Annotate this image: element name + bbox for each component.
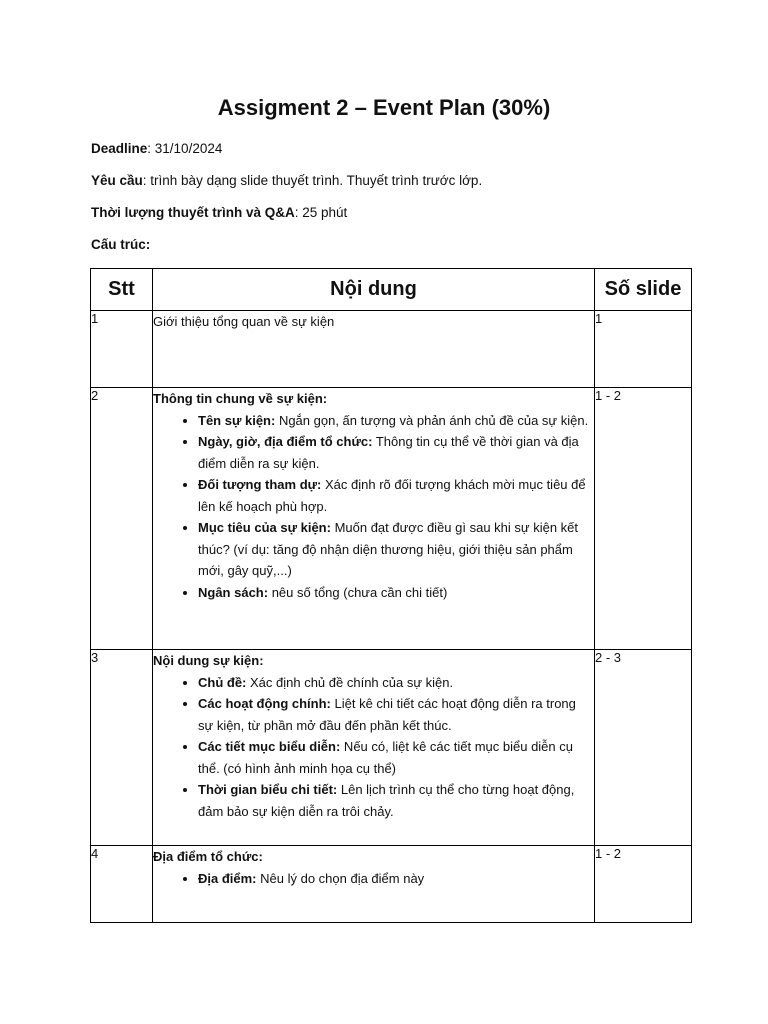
row-slide-count: 1 - 2 (595, 846, 692, 923)
item-text: Nếu có, liệt kê các tiết mục biểu diễn cụ thể. (có hình ảnh minh họa cụ thể) (198, 739, 573, 776)
item-label: Các tiết mục biểu diễn: (198, 739, 341, 754)
list-item (198, 779, 594, 822)
item-label: Chủ đề: (198, 674, 247, 690)
deadline-label: Deadline (91, 141, 148, 156)
item-label: Ngày, giờ, địa điểm tổ chức: (198, 434, 373, 449)
row-content (153, 388, 595, 650)
item-text: Muốn đạt được điều gì sau khi sự kiện kết thúc? (ví dụ: tăng độ nhận diện thương hiệu, giới thiệu sản phẩm mới, gây quỹ,...) (198, 520, 579, 578)
row-slide-count: 1 (595, 311, 692, 388)
list-item (198, 474, 594, 517)
item-text: Ngắn gọn, ấn tượng và phản ánh chủ đề của sự kiện. (275, 412, 589, 428)
row-content (153, 311, 595, 388)
structure-label: Cấu trúc: (91, 237, 151, 252)
list-item (198, 517, 594, 582)
item-text: Thông tin cụ thể về thời gian và địa điểm diễn ra sự kiện. (198, 434, 579, 471)
item-label: Thời gian biểu chi tiết: (198, 782, 338, 797)
table-row (91, 846, 692, 923)
item-label: Địa điểm: (198, 870, 257, 886)
list-item (198, 431, 594, 474)
deadline-line (91, 141, 222, 156)
row-number: 1 (91, 311, 153, 388)
item-text: Lên lịch trình cụ thể cho từng hoạt động, đảm bảo sự kiện diễn ra trôi chảy. (198, 782, 575, 819)
list-item (198, 672, 594, 694)
list-item (198, 736, 594, 779)
structure-table (90, 268, 692, 923)
row-number: 2 (91, 388, 153, 650)
item-text: Xác định rõ đối tượng khách mời mục tiêu để lên kế hoạch phù hợp. (198, 477, 586, 514)
row-slide-count: 2 - 3 (595, 650, 692, 846)
item-label: Mục tiêu của sự kiện: (198, 520, 331, 535)
list-item (198, 868, 594, 890)
row-section-title: Nội dung sự kiện: (153, 653, 264, 668)
duration-label: Thời lượng thuyết trình và Q&A (91, 205, 295, 220)
table-header-row (91, 269, 692, 311)
row-section-title: Thông tin chung về sự kiện: (153, 391, 328, 406)
table-row (91, 311, 692, 388)
document-title: Assigment 2 – Event Plan (30%) (217, 95, 551, 120)
item-label: Ngân sách: (198, 584, 269, 600)
item-label: Tên sự kiện: (198, 412, 276, 428)
list-item (198, 582, 594, 604)
item-text: nêu số tổng (chưa cần chi tiết) (268, 584, 448, 600)
header-slides: Số slide (595, 269, 692, 311)
row-number: 3 (91, 650, 153, 846)
table-row (91, 650, 692, 846)
structure-line (91, 237, 150, 252)
row-bullet-list (153, 672, 594, 823)
row-slide-count: 1 - 2 (595, 388, 692, 650)
row-section-title: Địa điểm tổ chức: (153, 849, 263, 864)
list-item (198, 693, 594, 736)
table-row (91, 388, 692, 650)
item-text: Xác định chủ đề chính của sự kiện. (246, 674, 454, 690)
item-label: Đối tượng tham dự: (198, 477, 322, 492)
item-label: Các hoạt động chính: (198, 696, 331, 711)
item-text: Liệt kê chi tiết các hoạt động diễn ra trong sự kiện, từ phần mở đầu đến phần kết thúc. (198, 696, 576, 733)
requirement-label: Yêu cầu (91, 173, 143, 188)
duration-line (91, 205, 347, 220)
requirement-value: : trình bày dạng slide thuyết trình. Thuyết trình trước lớp. (142, 173, 483, 188)
requirement-line (91, 173, 482, 188)
deadline-value: : 31/10/2024 (147, 141, 223, 156)
header-content: Nội dung (153, 269, 595, 311)
header-stt: Stt (91, 269, 153, 311)
row-content-text: Giới thiệu tổng quan về sự kiện (153, 314, 335, 329)
row-bullet-list (153, 868, 594, 890)
row-content (153, 650, 595, 846)
item-text: Nêu lý do chọn địa điểm này (256, 870, 425, 886)
duration-value: : 25 phút (294, 205, 348, 220)
row-number: 4 (91, 846, 153, 923)
list-item (198, 410, 594, 432)
row-content (153, 846, 595, 923)
row-bullet-list (153, 410, 594, 604)
